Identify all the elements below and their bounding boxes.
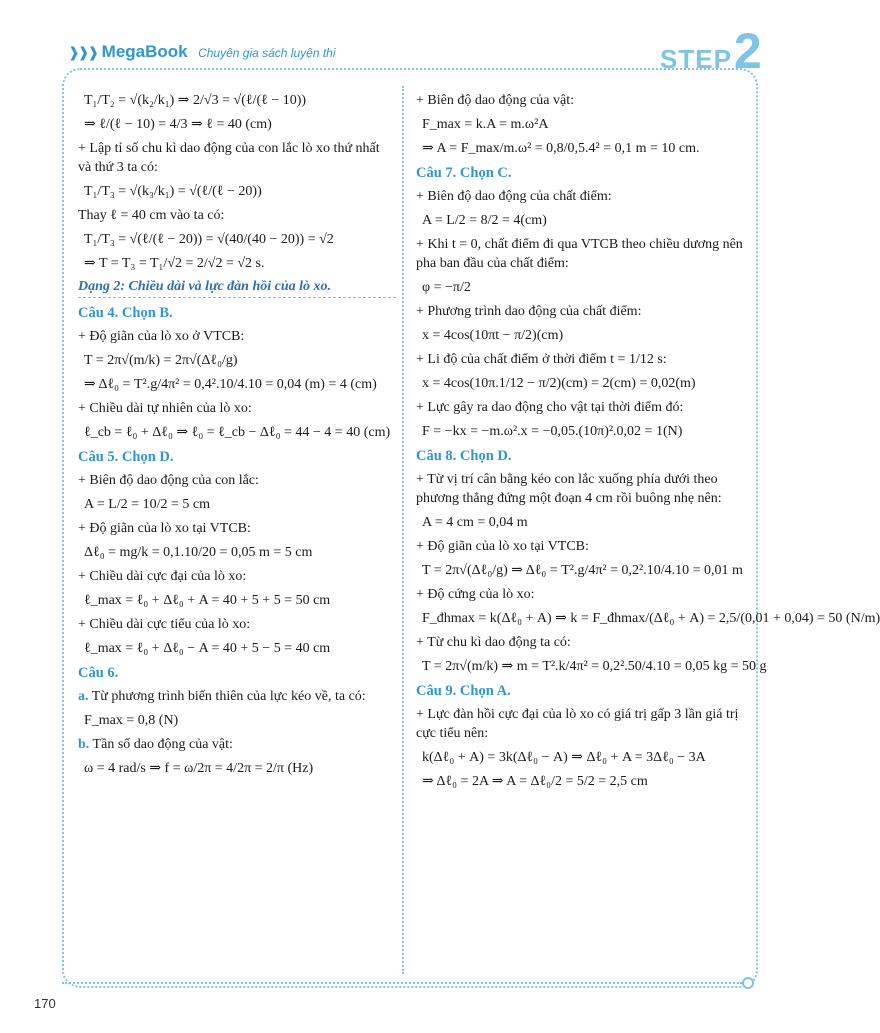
formula-line: T₁/T₃ = √(ℓ/(ℓ − 20)) = √(40/(40 − 20)) = √2 [84, 232, 334, 247]
formula-line: x = 4cos(10πt − π/2)(cm) [422, 328, 564, 343]
formula-line: F_max = 0,8 (N) [84, 713, 179, 728]
formula-line: F_đhmax = k(Δℓ₀ + A) ⇒ k = F_đhmax/(Δℓ₀ + A) = 2,5/(0,01 + 0,04) = 50 (N/m) [422, 611, 880, 626]
sub-question-label: b. [78, 737, 90, 752]
formula-line: T = 2π√(m/k) = 2π√(Δℓ₀/g) [84, 353, 238, 368]
text-line: + Chiều dài tự nhiên của lò xo: [78, 401, 252, 416]
text-line: + Độ giãn của lò xo ở VTCB: [78, 329, 245, 344]
formula-line: ⇒ T = T₃ = T₁/√2 = 2/√2 = √2 s. [84, 256, 265, 271]
formula-line: ⇒ A = F_max/m.ω² = 0,8/0,5.4² = 0,1 m = 10 cm. [422, 141, 700, 156]
formula-line: Δℓ₀ = mg/k = 0,1.10/20 = 0,05 m = 5 cm [84, 545, 313, 560]
column-divider [402, 86, 404, 974]
megabook-logo [68, 42, 336, 62]
formula-line: ω = 4 rad/s ⇒ f = ω/2π = 4/2π = 2/π (Hz) [84, 761, 314, 776]
text-line: + Từ vị trí cân bằng kéo con lắc xuống phía dưới theo phương thẳng đứng một đoạn 4 cm rồi buông nhẹ nên: [416, 472, 722, 506]
logo-tagline: Chuyên gia sách luyện thi [198, 46, 336, 60]
step-number: 2 [733, 23, 762, 79]
formula-line: T = 2π√(Δℓ₀/g) ⇒ Δℓ₀ = T².g/4π² = 0,2².10/4.10 = 0,01 m [422, 563, 743, 578]
logo-arrows-icon: ❱❱❱ [68, 44, 98, 60]
text-line: + Khi t = 0, chất điểm đi qua VTCB theo chiều dương nên pha ban đầu của chất điểm: [416, 237, 743, 271]
text-line: + Lực gây ra dao động cho vật tại thời điểm đó: [416, 400, 684, 415]
text-line: + Từ chu kì dao động ta có: [416, 635, 571, 650]
formula-line: ⇒ Δℓ₀ = T².g/4π² = 0,4².10/4.10 = 0,04 (m) = 4 (cm) [84, 377, 377, 392]
formula-line: ℓ_cb = ℓ₀ + Δℓ₀ ⇒ ℓ₀ = ℓ_cb − Δℓ₀ = 44 − 4 = 40 (cm) [84, 425, 391, 440]
footer-circle-icon [742, 977, 754, 989]
question-heading: Câu 5. Chọn D. [78, 449, 174, 465]
right-column [416, 86, 880, 796]
sub-question-text: Từ phương trình biến thiên của lực kéo về, ta có: [91, 689, 366, 704]
page-header [0, 0, 800, 79]
question-heading: Câu 7. Chọn C. [416, 165, 512, 181]
text-line: + Biên độ dao động của vật: [416, 93, 574, 108]
step-word: STEP [660, 44, 732, 74]
sub-question-label: a. [78, 689, 89, 704]
sub-question [78, 735, 396, 754]
logo-name: MegaBook [101, 42, 188, 61]
formula-line: A = L/2 = 10/2 = 5 cm [84, 497, 210, 512]
text-line: + Biên độ dao động của con lắc: [78, 473, 259, 488]
text-line: + Độ giãn của lò xo tại VTCB: [416, 539, 589, 554]
formula-line: ℓ_max = ℓ₀ + Δℓ₀ + A = 40 + 5 + 5 = 50 cm [84, 593, 331, 608]
sub-question [78, 687, 396, 706]
formula-line: k(Δℓ₀ + A) = 3k(Δℓ₀ − A) ⇒ Δℓ₀ + A = 3Δℓ₀ − 3A [422, 750, 706, 765]
text-line: + Độ cứng của lò xo: [416, 587, 535, 602]
text-line: + Biên độ dao động của chất điểm: [416, 189, 612, 204]
left-column [78, 86, 396, 783]
text-line: + Chiều dài cực tiểu của lò xo: [78, 617, 251, 632]
formula-line: ⇒ Δℓ₀ = 2A ⇒ A = Δℓ₀/2 = 5/2 = 2,5 cm [422, 774, 648, 789]
question-heading: Câu 8. Chọn D. [416, 448, 512, 464]
formula-line: ⇒ ℓ/(ℓ − 10) = 4/3 ⇒ ℓ = 40 (cm) [84, 117, 272, 132]
text-line: + Phương trình dao động của chất điểm: [416, 304, 642, 319]
formula-line: A = L/2 = 8/2 = 4(cm) [422, 213, 547, 228]
formula-line: A = 4 cm = 0,04 m [422, 515, 528, 530]
formula-line: ℓ_max = ℓ₀ + Δℓ₀ − A = 40 + 5 − 5 = 40 cm [84, 641, 331, 656]
text-line: + Chiều dài cực đại của lò xo: [78, 569, 247, 584]
formula-line: T₁/T₂ = √(k₂/k₁) ⇒ 2/√3 = √(ℓ/(ℓ − 10)) [84, 93, 307, 108]
footer-line [62, 982, 742, 984]
formula-line: φ = −π/2 [422, 280, 471, 295]
formula-line: F_max = k.A = m.ω²A [422, 117, 549, 132]
formula-line: x = 4cos(10π.1/12 − π/2)(cm) = 2(cm) = 0,02(m) [422, 376, 696, 391]
formula-line: F = −kx = −m.ω².x = −0,05.(10π)².0,02 = 1(N) [422, 424, 683, 439]
text-line: + Li độ của chất điểm ở thời điểm t = 1/12 s: [416, 352, 667, 367]
text-line: + Lực đàn hồi cực đại của lò xo có giá trị gấp 3 lần giá trị cực tiểu nên: [416, 707, 739, 741]
question-heading: Câu 4. Chọn B. [78, 305, 173, 321]
formula-line: T₁/T₃ = √(k₃/k₁) = √(ℓ/(ℓ − 20)) [84, 184, 262, 199]
text-line: Thay ℓ = 40 cm vào ta có: [78, 208, 225, 223]
text-line: + Độ giãn của lò xo tại VTCB: [78, 521, 251, 536]
page-number: 170 [34, 996, 56, 1011]
sub-question-text: Tần số dao động của vật: [92, 737, 233, 752]
section-heading: Dạng 2: Chiều dài và lực đàn hồi của lò xo. [78, 279, 396, 298]
formula-line: T = 2π√(m/k) ⇒ m = T².k/4π² = 0,2².50/4.10 = 0,05 kg = 50 g [422, 659, 767, 674]
question-heading: Câu 9. Chọn A. [416, 683, 511, 699]
text-line: + Lập tỉ số chu kì dao động của con lắc lò xo thứ nhất và thứ 3 ta có: [78, 141, 380, 175]
question-heading: Câu 6. [78, 665, 119, 681]
